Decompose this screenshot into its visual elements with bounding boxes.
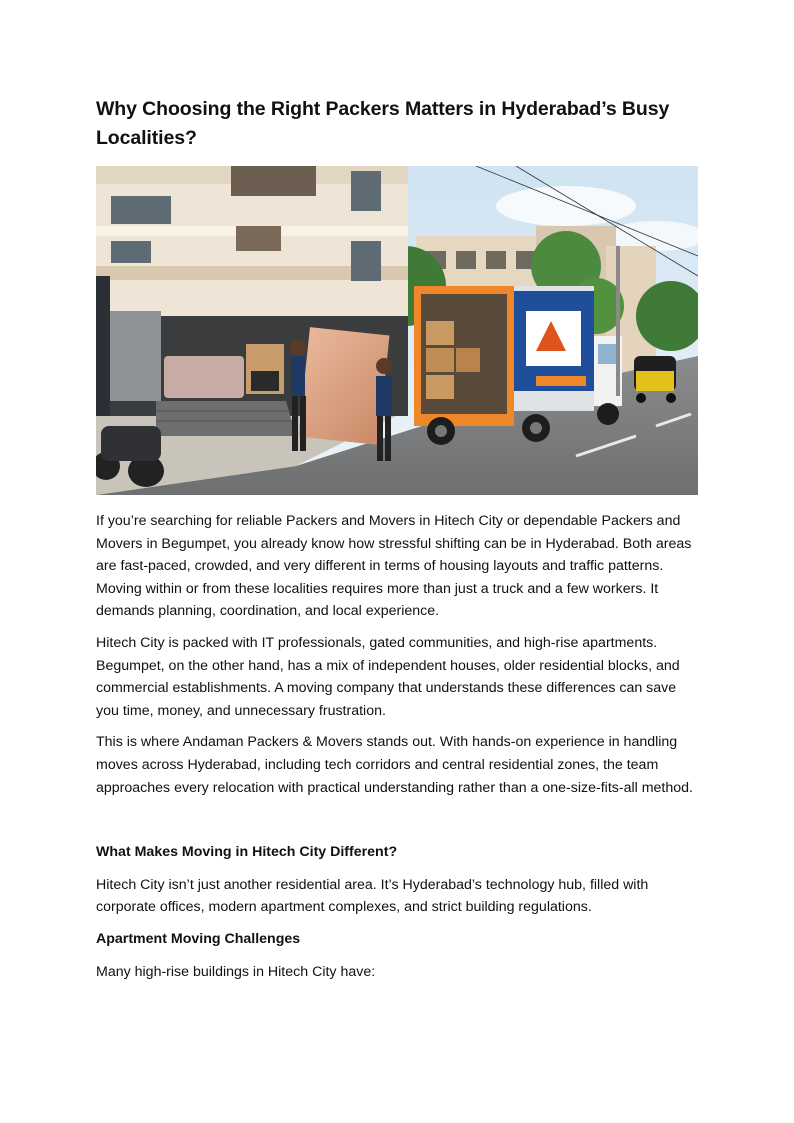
section-spacer	[96, 808, 698, 841]
section-paragraph-apartment: Many high-rise buildings in Hitech City have:	[96, 963, 376, 980]
section-heading-apartment: Apartment Moving Challenges	[96, 930, 301, 947]
intro-paragraph-2: Hitech City is packed with IT professionals, gated communities, and high-rise apartments. Begumpet, on the other hand, has a mix of independent houses, older residential blocks, and commercial establishments. A moving company that understands these differences can save you time, money, and unnecessary frustration.	[96, 634, 680, 719]
hero-image	[96, 166, 698, 495]
page-title: Why Choosing the Right Packers Matters in Hyderabad’s Busy Localities?	[96, 98, 670, 149]
intro-paragraph-3: This is where Andaman Packers & Movers stands out. With hands-on experience in handling moves across Hyderabad, including tech corridors and central residential zones, the team approaches every relocation with practical understanding rather than a one-size-fits-all method.	[96, 734, 693, 796]
intro-paragraph-1: If you’re searching for reliable Packers and Movers in Hitech City or dependable Packers and Movers in Begumpet, you already know how stressful shifting can be in Hyderabad. Both areas are fast-paced, crowded, and very different in terms of housing layouts and traffic patterns. Moving within or from these localities requires more than just a truck and a few workers. It demands planning, coordination, and local experience.	[96, 513, 692, 620]
section-paragraph-hitech: Hitech City isn’t just another residential area. It’s Hyderabad’s technology hub, filled with corporate offices, modern apartment complexes, and strict building regulations.	[96, 876, 649, 916]
section-heading-hitech: What Makes Moving in Hitech City Different?	[96, 844, 398, 861]
document-page	[96, 95, 698, 992]
